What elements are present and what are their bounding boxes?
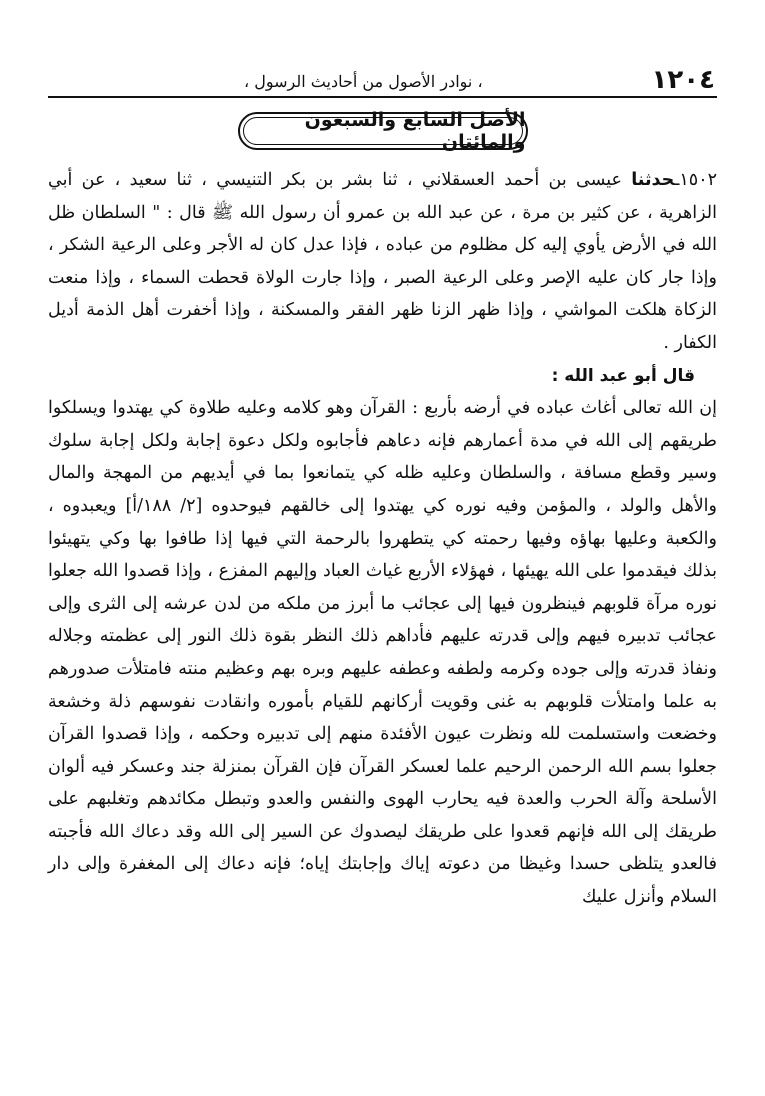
page-number: ١٢٠٤	[651, 65, 715, 95]
chapter-title: الأصل السابع والسبعون والمائتان	[304, 109, 526, 153]
hadith-number: ١٥٠٢ـ	[674, 170, 717, 190]
commentary-heading: قال أبو عبد الله :	[551, 365, 695, 386]
commentary-paragraph	[48, 392, 717, 914]
page-body	[48, 164, 717, 914]
hadith-paragraph	[48, 164, 717, 360]
page-header	[48, 62, 717, 98]
chapter-title-frame	[238, 109, 528, 153]
hadith-text: عيسى بن أحمد العسقلاني ، ثنا بشر بن بكر التنيسي ، ثنا سعيد ، عن أبي الزاهرية ، عن كثير بن مرة ، عن عبد الله بن عمرو أن رسول الله ﷺ قال : " السلطان ظل الله في الأرض يأوي إليه كل مظلوم من عباده ، فإذا عدل كان له الأجر وعلى الرعية الشكر ، وإذا جار كان عليه الإصر وعلى الرعية الصبر ، وإذا جارت الولاة قحطت السماء ، وإذا منعت الزكاة هلكت المواشي ، وإذا ظهر الزنا ظهر الفقر والمسكنة ، وإذا أخفرت أهل الذمة أديل الكفار .	[48, 170, 717, 353]
haddathana-keyword: حدثنا	[631, 170, 675, 190]
running-title: ، نوادر الأصول من أحاديث الرسول ،	[244, 72, 483, 91]
commentary-text: إن الله تعالى أغاث عباده في أرضه بأربع : القرآن وهو كلامه وعليه طلاوة كي يهتدوا ويسلكوا طريقهم إلى الله في مدة أعمارهم فإنه دعاهم فأجابوه ولكل دعوة إجابة ولكل إجابة سلوك وسير وقطع مسافة ، والسلطان وعليه ظله كي يتمانعوا بما في أيديهم من المهجة والمال والأهل والولد ، والمؤمن وفيه نوره كي يهتدوا إلى خالقهم فيوحدوه [٢/ ١٨٨/أ] ويعبدوه ، والكعبة وعليها بهاؤه وفيها رحمته كي يتطهروا بالرحمة التي فيها إذا طافوا بها وكي يتهيئوا بذلك فيقدموا على الله يهيئها ، فهؤلاء الأربع غياث العباد وإليهم المفزع ، وإذا قصدوا الله جعلوا نوره مرآة قلوبهم فينظرون فيها إلى عجائب ما أبرز من ملكه من لدن عرشه إلى الثرى وإلى عجائب تدبيره فيهم وإلى قدرته عليهم فأداهم ذلك النظر بقوة ذلك النور إلى عظمته وجلاله ونفاذ قدرته وإلى جوده وكرمه ولطفه وعطفه عليهم وبره بهم وعظيم منته فامتلأت صدورهم به علما وامتلأت قلوبهم به غنى وقويت أركانهم للقيام بأموره وانقادت نفوسهم ذلة وخشعة وخضعت واستسلمت لله ونظرت عيون الأفئدة منهم إلى تدبيره وحكمه ، وإذا قصدوا القرآن جعلوا بسم الله الرحمن الرحيم علما لعسكر القرآن فإن القرآن بمنزلة جند وعسكر فيه ألوان الأسلحة وآلة الحرب والعدة فيه يحارب الهوى والنفس والعدو وتبطل مكائدهم وتغلبهم على طريقك إلى الله فإنهم قعدوا على طريقك ليصدوك عن السير إلى الله وقد دعاك الله فأجبته فالعدو يتلظى حسدا وغيظا من دعوته إياك وإجابتك إياه؛ فإنه دعاك إلى المغفرة وإلى دار السلام وأنزل عليك	[48, 398, 717, 908]
